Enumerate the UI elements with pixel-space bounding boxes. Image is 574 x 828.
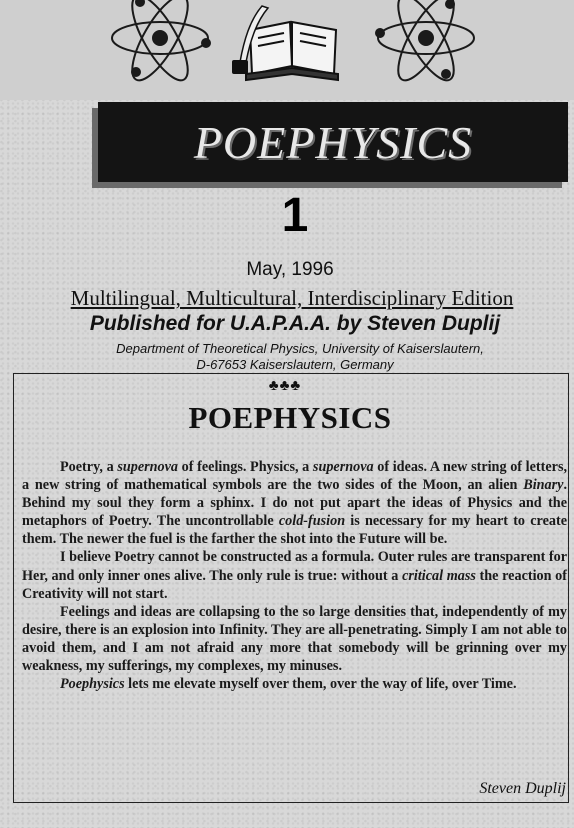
masthead-title: POEPHYSICS <box>193 116 473 168</box>
article-title: POEPHYSICS <box>188 400 392 435</box>
text-run: I believe Poetry cannot be constructed as a formula. Outer rules are transparent for Her, and only inner ones alive. The only rule is true: without a <box>22 549 567 584</box>
issue-number: 1 <box>281 189 309 242</box>
article-body <box>22 458 567 693</box>
department-line-2: D-67653 Kaiserslautern, Germany <box>196 357 394 372</box>
article-paragraph <box>22 548 567 602</box>
text-run: Feelings and ideas are collapsing to the so large densities that, independently of my desire, there is an explosion into Infinity. They are all-penetrating. Simply I am not able to avoid them, and I am not afraid any more that somebody will be grinning over my weakness, my sufferings, my complexes, my minuses. <box>22 603 567 675</box>
text-run: of ideas. A new string of letters, a new string of mathematical symbols are the two sides of the Moon, an alien <box>22 459 568 494</box>
department-line-1: Department of Theoretical Physics, University of Kaiserslautern, <box>116 341 484 356</box>
issue-date: May, 1996 <box>246 259 334 280</box>
italic-term: Binary <box>523 477 564 494</box>
open-book-icon <box>246 22 338 80</box>
article-paragraph <box>22 458 567 548</box>
italic-term: Poephysics <box>60 676 125 693</box>
publisher-line: Published for U.A.P.A.A. by Steven Duplij <box>89 312 501 335</box>
author-signature: Steven Duplij <box>479 780 566 797</box>
text-run: the reaction of Creativity will not start. <box>22 567 568 602</box>
text-run: . Behind my soul they form a sphinx. I do not put apart the ideas of Physics and the metaphors of Poetry. The uncontrollable <box>22 477 567 530</box>
text-run: of feelings. Physics, a <box>178 459 313 475</box>
club-ornament-icon: ♣♣♣ <box>268 378 302 394</box>
edition-subtitle: Multilingual, Multicultural, Interdisciplinary Edition <box>70 286 514 310</box>
text-run: Poetry, a <box>60 459 118 475</box>
italic-term: critical mass <box>402 567 476 584</box>
italic-term: cold-fusion <box>278 513 346 530</box>
italic-term: supernova <box>117 459 179 475</box>
text-run: is necessary for my heart to create them. The newer the fuel is the farther the shot into the Future will be. <box>22 513 567 548</box>
header-illustration <box>0 0 574 100</box>
inkwell-icon <box>232 60 248 74</box>
article-paragraph <box>22 603 567 675</box>
text-run: lets me elevate myself over them, over the way of life, over Time. <box>124 676 517 693</box>
italic-term: supernova <box>312 459 374 475</box>
article-paragraph <box>22 675 567 693</box>
masthead-banner <box>98 102 568 182</box>
